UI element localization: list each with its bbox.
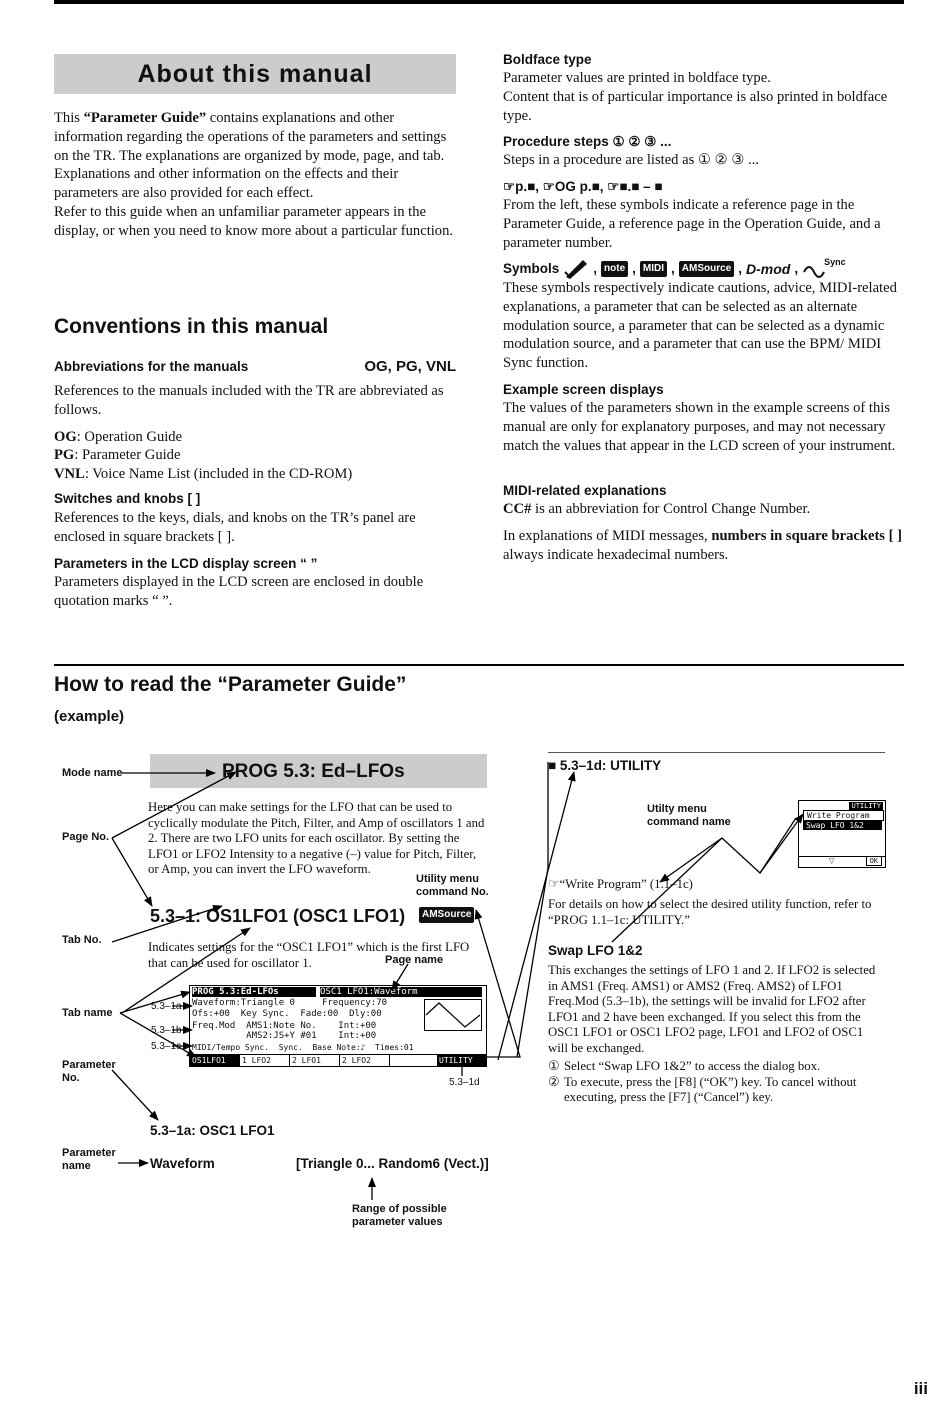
utility-ref: ☞“Write Program” (1.1–1c)	[548, 877, 693, 891]
lcd-tab-utility[interactable]: UTILITY	[437, 1055, 486, 1066]
page-no-label: Page No.	[62, 831, 110, 843]
range-label: Range of possible parameter values	[352, 1203, 447, 1228]
abbr-item-vnl: VNL: Voice Name List (included in the CD-ROM)	[54, 466, 353, 483]
abbr-codes: OG, PG, VNL	[364, 358, 456, 375]
page-description: Here you can make settings for the LFO that can be used to cyclically modulate the Pitch, Filter, and Amp of oscillators 1 and 2. There are two LFO units for each oscillator. By setting the LFO1 or LFO2 Intensity to a negative (–) value for Pitch, Filter, or Amp, you can invert the LFO waveform.	[148, 800, 485, 877]
lcd-tab-2lfo2[interactable]: 2 LFO2	[339, 1055, 389, 1066]
tag-1d: 5.3–1d	[449, 1077, 480, 1088]
param-no-label: Parameter No.	[62, 1059, 116, 1084]
utility-cmd-no-label: Utility menu command No.	[416, 873, 489, 898]
lcd-tab-os1lfo1[interactable]: OS1LFO1	[190, 1055, 239, 1066]
abbr-text: References to the manuals included with the TR are abbreviated as follows.	[54, 383, 444, 418]
utility-title: ■ 5.3–1d: UTILITY	[548, 758, 662, 773]
param-name-label: Parameter name	[62, 1147, 116, 1172]
lcd-row-waveform: Waveform:Triangle 0 Frequency:70	[192, 998, 388, 1008]
lcd-tab-1lfo2[interactable]: 1 LFO2	[239, 1055, 289, 1066]
swap-text: This exchanges the settings of LFO 1 and 2. If LFO2 is selected in AMS1 (Freq. AMS1) or AMS2 (Freq. AMS2) of LFO1 Freq.Mod (5.3–1b), the settings will be invalid for LFO2 after LFO1 and 2 have been exchanged. If you select this from the OSC1 LFO1 or OSC1 LFO2 page, LFO1 and LFO2 of OSC1 will be exchanged.	[548, 963, 876, 1055]
example-text: The values of the parameters shown in the example screens of this manual are only for explanatory purposes, and may not necessary match the values that appear in the LCD screen of your instrument.	[503, 400, 896, 454]
midi-heading: MIDI-related explanations	[503, 483, 667, 498]
tag-1a: 5.3–1a	[151, 1001, 182, 1012]
abbr-item-og: OG: Operation Guide	[54, 428, 183, 445]
symbols-heading-row: Symbols , note , MIDI , AMSource , D-mod , Sync	[503, 258, 846, 280]
lcd-tab-2lfo1[interactable]: 2 LFO1	[289, 1055, 339, 1066]
bold-text-1: Parameter values are printed in boldface type.	[503, 70, 771, 86]
note-icon: note	[601, 261, 628, 277]
midi-icon: MIDI	[640, 261, 667, 277]
tab-no-label: Tab No.	[62, 934, 102, 946]
cc-text: CC# is an abbreviation for Control Change Number.	[503, 501, 811, 517]
howto-subheading: (example)	[54, 708, 125, 725]
page-name-label: Page name	[385, 954, 444, 966]
intro-paragraph-2: Refer to this guide when an unfamiliar parameter appears in the display, or when you need to know more about a particular function.	[54, 203, 454, 239]
switch-heading: Switches and knobs [ ]	[54, 491, 201, 506]
tab-name-label: Tab name	[62, 1007, 113, 1019]
amsource-icon: AMSource	[679, 261, 734, 277]
reference-text: From the left, these symbols indicate a reference page in the Parameter Guide, a reference page in the Operation Guide, and a parameter number.	[503, 197, 881, 251]
procedure-text: Steps in a procedure are listed as ① ② ③ ...	[503, 152, 760, 168]
step-2: ② To execute, press the [F8] (“OK”) key. To cancel without executing, press the [F7] (“Cancel”) key.	[548, 1074, 857, 1105]
lcd-text: Parameters displayed in the LCD screen are enclosed in double quotation marks “ ”.	[54, 574, 424, 609]
param-name: Waveform	[150, 1156, 215, 1171]
example-heading: Example screen displays	[503, 382, 664, 397]
page-number: iii	[913, 1379, 928, 1398]
utility-text: For details on how to select the desired utility function, refer to “PROG 1.1–1c: UTILITY.”	[548, 897, 872, 927]
tab-description: Indicates settings for the “OSC1 LFO1” which is the first LFO that can be used for oscillator 1.	[148, 940, 470, 970]
page-title: PROG 5.3: Ed–LFOs	[222, 761, 405, 782]
step-1: ① Select “Swap LFO 1&2” to access the dialog box.	[548, 1059, 821, 1073]
lcd-page-name: OSC1 LFO1:Waveform	[320, 987, 482, 997]
chevron-down-icon: ▽	[829, 857, 835, 865]
abbr-item-pg: PG: Parameter Guide	[54, 447, 181, 464]
lcd-row-ams2: AMS2:JS+Y #01 Int:+00	[192, 1031, 377, 1041]
tag-1b: 5.3–1b	[151, 1025, 182, 1036]
tag-1c: 5.3–1c	[151, 1041, 182, 1052]
lcd-heading: Parameters in the LCD display screen “ ”	[54, 556, 318, 571]
swap-heading: Swap LFO 1&2	[548, 943, 643, 958]
lcd-page: PROG 5.3:Ed-LFOs	[192, 987, 316, 997]
abbr-heading: Abbreviations for the manuals	[54, 359, 249, 374]
mode-name-label: Mode name	[62, 767, 123, 779]
conventions-heading: Conventions in this manual	[54, 315, 329, 338]
lcd-row-sync: MIDI/Tempo Sync. Sync. Base Note:♪ Times:01	[192, 1043, 414, 1052]
mini-lcd-swap[interactable]: Swap LFO 1&2	[803, 821, 882, 830]
symbols-text: These symbols respectively indicate cautions, advice, MIDI-related explanations, a parameter that can be selected as an alternate modulation source, a parameter that can be selected as a dynamic modulation source, and a parameter that can use the BPM/ MIDI Sync function.	[503, 280, 897, 372]
procedure-heading: Procedure steps ① ② ③ ...	[503, 134, 672, 149]
symbols-heading: Symbols	[503, 261, 560, 276]
about-heading: About this manual	[137, 60, 373, 88]
midi-hex-text: In explanations of MIDI messages, numbers in square brackets [ ] always indicate hexadecimal numbers.	[503, 527, 903, 563]
dmod-icon: D-mod	[746, 261, 791, 277]
bold-heading: Boldface type	[503, 52, 592, 67]
lcd-row-freqmod: Freq.Mod AMS1:Note No. Int:+00	[192, 1021, 377, 1031]
sync-label: Sync	[824, 257, 846, 267]
mini-lcd-tag: UTILITY	[851, 802, 881, 810]
lcd-row-offset: Ofs:+00 Key Sync. Fade:00 Dly:00	[192, 1009, 382, 1019]
switch-text: References to the keys, dials, and knobs on the TR’s panel are enclosed in square brackets [ ].	[54, 510, 416, 545]
tab-title: 5.3–1: OS1LFO1 (OSC1 LFO1)	[150, 906, 406, 926]
tab-amsource-badge: AMSource	[419, 907, 474, 923]
mini-lcd-ok[interactable]: OK	[866, 856, 882, 866]
utility-cmd-name-label: Utilty menu command name	[647, 803, 731, 828]
reference-heading: ☞p.■, ☞OG p.■, ☞■.■ – ■	[503, 179, 663, 194]
howto-heading: How to read the “Parameter Guide”	[54, 673, 407, 696]
intro-paragraph-1: This “Parameter Guide” contains explanations and other information regarding the operations of the parameters and settings on the TR. The explanations are organized by mode, page, and tab. Explanations and other information on the effects and their parameters are also provided for each effect.	[54, 110, 447, 202]
mini-lcd-write[interactable]: Write Program	[803, 810, 884, 821]
param-title: 5.3–1a: OSC1 LFO1	[150, 1123, 275, 1138]
param-range: [Triangle 0... Random6 (Vect.)]	[296, 1156, 489, 1171]
bold-text-2: Content that is of particular importance is also printed in boldface type.	[503, 88, 888, 124]
